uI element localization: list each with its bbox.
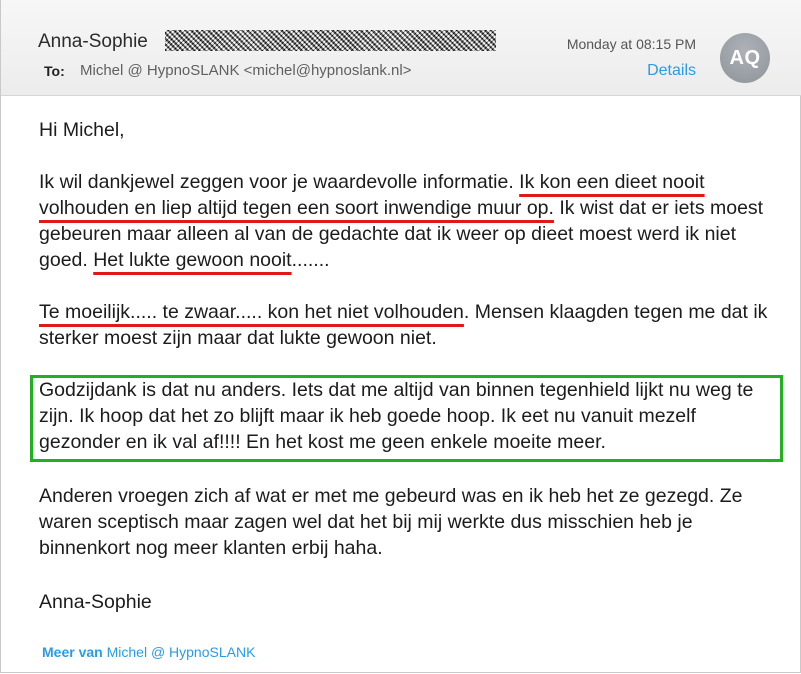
text-segment: . Mensen klaagden tegen me dat ik sterker moest zijn maar dat lukte gewoon niet.	[39, 301, 768, 349]
sent-date: Monday at 08:15 PM	[566, 36, 696, 52]
highlighted-text: Te moeilijk..... te zwaar..... kon het niet volhouden	[39, 301, 464, 323]
recipient-address[interactable]: Michel @ HypnoSLANK <michel@hypnoslank.nl>	[80, 62, 412, 79]
more-sender-name: Michel @ HypnoSLANK	[106, 644, 256, 660]
email-header	[1, 0, 801, 96]
redacted-email-address	[165, 30, 496, 51]
paragraph-4: Anderen vroegen zich af wat er met me gebeurd was en ik heb het ze gezegd. Ze waren sceptisch maar zagen wel dat het bij mij werkte dus misschien heb je binnenkort nog meer klanten erbij haha.	[39, 485, 743, 559]
more-prefix: Meer van	[42, 644, 103, 660]
greeting: Hi Michel,	[39, 119, 125, 141]
text-segment: Ik wist dat er iets moest gebeuren maar alleen al van de gedachte dat ik weer op dieet moest werd ik niet goed.	[39, 197, 764, 271]
details-link[interactable]: Details	[647, 62, 696, 79]
highlighted-text: Ik kon een dieet nooit volhouden en liep altijd tegen een soort inwendige muur op.	[39, 171, 705, 219]
highlight-box	[30, 375, 783, 462]
avatar[interactable]	[720, 33, 770, 83]
text-segment: .......	[291, 249, 330, 271]
paragraph-2	[39, 299, 784, 351]
sender-name[interactable]: Anna-Sophie	[38, 31, 148, 52]
paragraph-1	[39, 169, 784, 273]
more-from-link[interactable]	[42, 644, 255, 660]
highlighted-text: Het lukte gewoon nooit	[93, 249, 292, 271]
paragraph-3-boxed: Godzijdank is dat nu anders. Iets dat me altijd van binnen tegenhield lijkt nu weg te zijn. Ik hoop dat het zo blijft maar ik heb goede hoop. Ik eet nu vanuit mezelf gezonder en ik val af!!!! En het kost me geen enkele moeite meer.	[39, 379, 754, 453]
signature: Anna-Sophie	[39, 591, 152, 613]
avatar-initials: AQ	[729, 46, 761, 69]
text-segment: Ik wil dankjewel zeggen voor je waardevolle informatie.	[39, 171, 520, 193]
to-label: To:	[44, 63, 65, 79]
